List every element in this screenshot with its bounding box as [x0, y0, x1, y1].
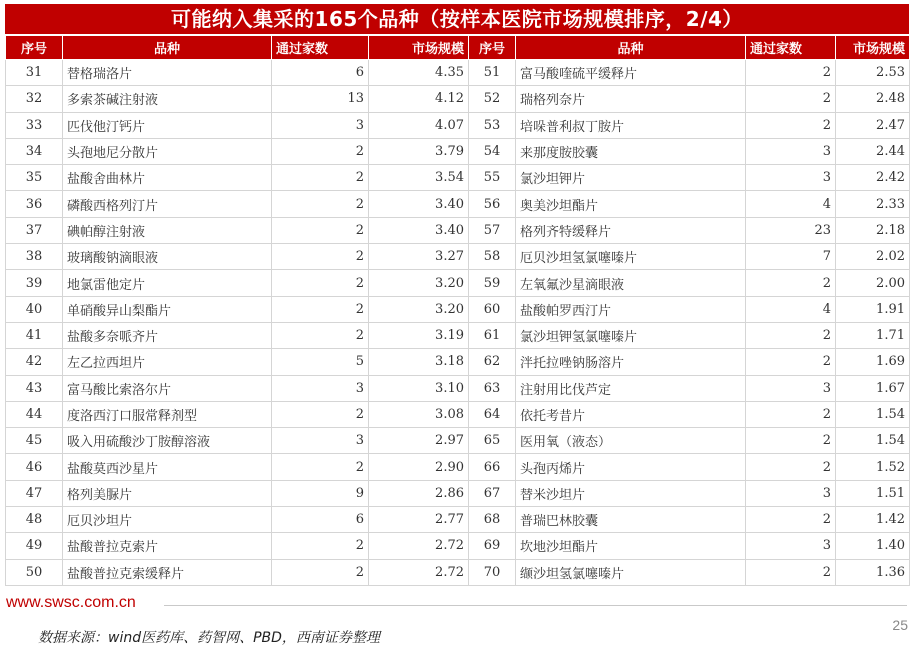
drug-name: 格列美脲片 — [63, 480, 272, 506]
drug-name: 来那度胺胶囊 — [516, 138, 746, 164]
row-no: 51 — [469, 60, 516, 86]
row-no: 69 — [469, 533, 516, 559]
approved-count: 2 — [746, 60, 836, 86]
approved-count: 3 — [746, 138, 836, 164]
row-no: 56 — [469, 191, 516, 217]
market-size: 1.91 — [836, 296, 910, 322]
approved-count: 2 — [272, 270, 369, 296]
table-row — [6, 480, 910, 506]
row-no: 63 — [469, 375, 516, 401]
row-no: 44 — [6, 401, 63, 427]
drug-name: 多索茶碱注射液 — [63, 86, 272, 112]
approved-count: 23 — [746, 217, 836, 243]
market-size: 1.67 — [836, 375, 910, 401]
approved-count: 7 — [746, 244, 836, 270]
row-no: 58 — [469, 244, 516, 270]
row-no: 68 — [469, 507, 516, 533]
market-size: 1.40 — [836, 533, 910, 559]
drug-name: 左氧氟沙星滴眼液 — [516, 270, 746, 296]
drug-name: 普瑞巴林胶囊 — [516, 507, 746, 533]
approved-count: 2 — [272, 559, 369, 585]
drug-name: 碘帕醇注射液 — [63, 217, 272, 243]
market-size: 3.40 — [369, 191, 469, 217]
row-no: 61 — [469, 322, 516, 348]
row-no: 47 — [6, 480, 63, 506]
table-row — [6, 86, 910, 112]
drug-name: 地氯雷他定片 — [63, 270, 272, 296]
table-row — [6, 533, 910, 559]
row-no: 45 — [6, 428, 63, 454]
approved-count: 2 — [272, 217, 369, 243]
approved-count: 2 — [272, 322, 369, 348]
approved-count: 3 — [272, 375, 369, 401]
row-no: 59 — [469, 270, 516, 296]
approved-count: 2 — [272, 401, 369, 427]
table-row — [6, 165, 910, 191]
table-row — [6, 559, 910, 585]
drug-name: 玻璃酸钠滴眼液 — [63, 244, 272, 270]
market-size: 2.44 — [836, 138, 910, 164]
table-row — [6, 349, 910, 375]
approved-count: 2 — [746, 86, 836, 112]
market-size: 2.77 — [369, 507, 469, 533]
market-size: 3.19 — [369, 322, 469, 348]
approved-count: 2 — [272, 244, 369, 270]
table-row — [6, 217, 910, 243]
drug-name: 氯沙坦钾片 — [516, 165, 746, 191]
col-header-count: 通过家数 — [272, 36, 369, 60]
market-size: 3.79 — [369, 138, 469, 164]
drug-name: 厄贝沙坦氢氯噻嗪片 — [516, 244, 746, 270]
row-no: 32 — [6, 86, 63, 112]
row-no: 38 — [6, 244, 63, 270]
drug-name: 坎地沙坦酯片 — [516, 533, 746, 559]
approved-count: 2 — [746, 401, 836, 427]
market-size: 4.07 — [369, 112, 469, 138]
row-no: 46 — [6, 454, 63, 480]
drug-name: 培哚普利叔丁胺片 — [516, 112, 746, 138]
drug-name: 盐酸普拉克索缓释片 — [63, 559, 272, 585]
drug-name: 吸入用硫酸沙丁胺醇溶液 — [63, 428, 272, 454]
drug-name: 格列齐特缓释片 — [516, 217, 746, 243]
table-row — [6, 270, 910, 296]
row-no: 53 — [469, 112, 516, 138]
market-size: 4.12 — [369, 86, 469, 112]
drug-name: 富马酸喹硫平缓释片 — [516, 60, 746, 86]
table-row — [6, 322, 910, 348]
row-no: 55 — [469, 165, 516, 191]
row-no: 43 — [6, 375, 63, 401]
drug-name: 依托考昔片 — [516, 401, 746, 427]
drug-name: 盐酸莫西沙星片 — [63, 454, 272, 480]
row-no: 37 — [6, 217, 63, 243]
approved-count: 6 — [272, 507, 369, 533]
row-no: 49 — [6, 533, 63, 559]
market-size: 2.72 — [369, 559, 469, 585]
market-size: 1.52 — [836, 454, 910, 480]
row-no: 39 — [6, 270, 63, 296]
row-no: 33 — [6, 112, 63, 138]
drug-name: 左乙拉西坦片 — [63, 349, 272, 375]
market-size: 3.18 — [369, 349, 469, 375]
approved-count: 3 — [272, 428, 369, 454]
approved-count: 2 — [746, 322, 836, 348]
drug-name: 头孢地尼分散片 — [63, 138, 272, 164]
approved-count: 2 — [272, 165, 369, 191]
market-size: 1.51 — [836, 480, 910, 506]
drug-name: 头孢丙烯片 — [516, 454, 746, 480]
market-size: 3.27 — [369, 244, 469, 270]
table-row — [6, 454, 910, 480]
col-header-size: 市场规模 — [369, 36, 469, 60]
approved-count: 3 — [272, 112, 369, 138]
approved-count: 2 — [746, 507, 836, 533]
row-no: 50 — [6, 559, 63, 585]
drug-name: 瑞格列奈片 — [516, 86, 746, 112]
table-row — [6, 244, 910, 270]
row-no: 54 — [469, 138, 516, 164]
row-no: 48 — [6, 507, 63, 533]
market-size: 2.42 — [836, 165, 910, 191]
approved-count: 3 — [746, 375, 836, 401]
market-size: 3.10 — [369, 375, 469, 401]
market-size: 1.42 — [836, 507, 910, 533]
drug-name: 盐酸舍曲林片 — [63, 165, 272, 191]
table-row — [6, 507, 910, 533]
approved-count: 4 — [746, 296, 836, 322]
market-size: 2.00 — [836, 270, 910, 296]
row-no: 40 — [6, 296, 63, 322]
drug-name: 匹伐他汀钙片 — [63, 112, 272, 138]
approved-count: 2 — [272, 138, 369, 164]
row-no: 62 — [469, 349, 516, 375]
drug-name: 缬沙坦氢氯噻嗪片 — [516, 559, 746, 585]
page-number: 25 — [892, 617, 908, 633]
row-no: 57 — [469, 217, 516, 243]
approved-count: 5 — [272, 349, 369, 375]
table-row — [6, 296, 910, 322]
approved-count: 2 — [746, 428, 836, 454]
market-size: 2.97 — [369, 428, 469, 454]
footer-divider — [164, 605, 907, 606]
approved-count: 3 — [746, 165, 836, 191]
approved-count: 2 — [746, 349, 836, 375]
row-no: 60 — [469, 296, 516, 322]
market-size: 2.48 — [836, 86, 910, 112]
market-size: 1.69 — [836, 349, 910, 375]
drug-name: 氯沙坦钾氢氯噻嗪片 — [516, 322, 746, 348]
market-size: 2.72 — [369, 533, 469, 559]
approved-count: 2 — [746, 559, 836, 585]
col-header-count-2: 通过家数 — [746, 36, 836, 60]
col-header-size-2: 市场规模 — [836, 36, 910, 60]
market-size: 3.40 — [369, 217, 469, 243]
drug-name: 盐酸帕罗西汀片 — [516, 296, 746, 322]
drug-name: 厄贝沙坦片 — [63, 507, 272, 533]
drug-name: 泮托拉唑钠肠溶片 — [516, 349, 746, 375]
approved-count: 2 — [272, 533, 369, 559]
table-row — [6, 60, 910, 86]
approved-count: 3 — [746, 480, 836, 506]
market-size: 2.02 — [836, 244, 910, 270]
data-source-note: 数据来源：wind医药库、药智网、PBD，西南证券整理 — [38, 630, 380, 646]
market-size: 2.47 — [836, 112, 910, 138]
market-size: 4.35 — [369, 60, 469, 86]
table-row — [6, 191, 910, 217]
market-size: 3.08 — [369, 401, 469, 427]
market-size: 2.86 — [369, 480, 469, 506]
market-size: 1.71 — [836, 322, 910, 348]
approved-count: 6 — [272, 60, 369, 86]
col-header-name-2: 品种 — [516, 36, 746, 60]
drug-name: 富马酸比索洛尔片 — [63, 375, 272, 401]
approved-count: 2 — [272, 454, 369, 480]
drug-name: 替格瑞洛片 — [63, 60, 272, 86]
drug-name: 磷酸西格列汀片 — [63, 191, 272, 217]
table-row — [6, 401, 910, 427]
table-body — [6, 60, 910, 586]
approved-count: 13 — [272, 86, 369, 112]
col-header-no-2: 序号 — [469, 36, 516, 60]
market-size: 2.90 — [369, 454, 469, 480]
approved-count: 2 — [746, 270, 836, 296]
approved-count: 4 — [746, 191, 836, 217]
table-row — [6, 138, 910, 164]
row-no: 52 — [469, 86, 516, 112]
market-size: 1.54 — [836, 428, 910, 454]
row-no: 35 — [6, 165, 63, 191]
approved-count: 9 — [272, 480, 369, 506]
approved-count: 2 — [746, 112, 836, 138]
approved-count: 2 — [272, 191, 369, 217]
market-size: 2.18 — [836, 217, 910, 243]
page-title: 可能纳入集采的165个品种（按样本医院市场规模排序，2/4） — [5, 4, 909, 34]
market-size: 1.36 — [836, 559, 910, 585]
col-header-name: 品种 — [63, 36, 272, 60]
drug-table — [5, 35, 910, 586]
drug-name: 盐酸多奈哌齐片 — [63, 322, 272, 348]
market-size: 1.54 — [836, 401, 910, 427]
row-no: 65 — [469, 428, 516, 454]
row-no: 42 — [6, 349, 63, 375]
drug-name: 注射用比伐芦定 — [516, 375, 746, 401]
drug-name: 单硝酸异山梨酯片 — [63, 296, 272, 322]
drug-name: 度洛西汀口服常释剂型 — [63, 401, 272, 427]
approved-count: 3 — [746, 533, 836, 559]
website-link[interactable]: www.swsc.com.cn — [6, 594, 136, 611]
drug-name: 替米沙坦片 — [516, 480, 746, 506]
table-row — [6, 428, 910, 454]
row-no: 67 — [469, 480, 516, 506]
market-size: 3.20 — [369, 270, 469, 296]
market-size: 3.20 — [369, 296, 469, 322]
drug-name: 盐酸普拉克索片 — [63, 533, 272, 559]
row-no: 34 — [6, 138, 63, 164]
row-no: 64 — [469, 401, 516, 427]
row-no: 66 — [469, 454, 516, 480]
row-no: 31 — [6, 60, 63, 86]
approved-count: 2 — [272, 296, 369, 322]
approved-count: 2 — [746, 454, 836, 480]
col-header-no: 序号 — [6, 36, 63, 60]
table-row — [6, 112, 910, 138]
table-row — [6, 375, 910, 401]
market-size: 2.33 — [836, 191, 910, 217]
market-size: 2.53 — [836, 60, 910, 86]
drug-name: 奥美沙坦酯片 — [516, 191, 746, 217]
row-no: 41 — [6, 322, 63, 348]
drug-name: 医用氧（液态） — [516, 428, 746, 454]
row-no: 36 — [6, 191, 63, 217]
row-no: 70 — [469, 559, 516, 585]
market-size: 3.54 — [369, 165, 469, 191]
table-header-row — [6, 36, 910, 60]
